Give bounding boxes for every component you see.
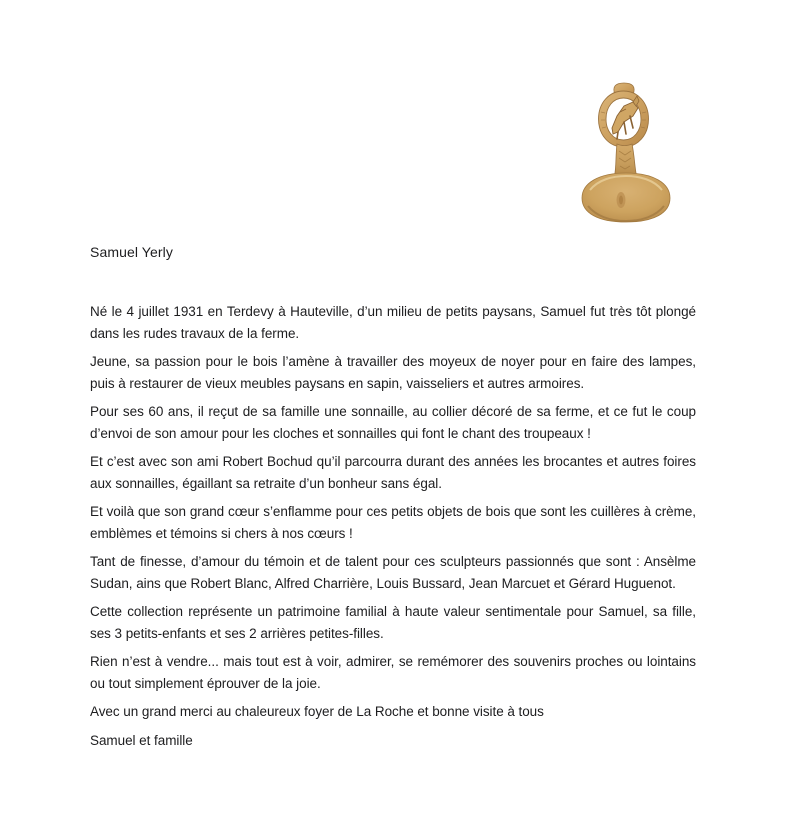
carved-wooden-spoon-image (578, 82, 673, 224)
spoon-handle (615, 144, 637, 176)
body-text (90, 301, 696, 751)
paragraph: Rien n’est à vendre... mais tout est à voir, admirer, se remémorer des souvenirs proches ou lointains ou tout simplement éprouver de la joie. (90, 654, 696, 691)
signature: Samuel et famille (90, 732, 193, 748)
author-name: Samuel Yerly (90, 244, 173, 260)
paragraph: Et voilà que son grand cœur s’enflamme pour ces petits objets de bois que sont les cuillères à crème, emblèmes et témoins si chers à nos cœurs ! (90, 504, 696, 541)
paragraph: Avec un grand merci au chaleureux foyer de La Roche et bonne visite à tous (90, 704, 544, 719)
paragraph: Cette collection représente un patrimoine familial à haute valeur sentimentale pour Samuel, sa fille, ses 3 petits-enfants et ses 2 arrières petites-filles. (90, 604, 696, 641)
paragraph: Né le 4 juillet 1931 en Terdevy à Hauteville, d’un milieu de petits paysans, Samuel fut très tôt plongé dans les rudes travaux de la ferme. (90, 304, 696, 341)
paragraph: Jeune, sa passion pour le bois l’amène à travailler des moyeux de noyer pour en faire des lampes, puis à restaurer de vieux meubles paysans en sapin, vaisseliers et autres armoires. (90, 354, 696, 391)
paragraph: Et c’est avec son ami Robert Bochud qu’il parcourra durant des années les brocantes et autres foires aux sonnailles, égaillant sa retraite d’un bonheur sans égal. (90, 454, 696, 491)
carved-animal-figure (612, 96, 639, 139)
spoon-svg (578, 82, 673, 224)
bowl-wood-knot-center (619, 196, 623, 205)
paragraph: Pour ses 60 ans, il reçut de sa famille une sonnaille, au collier décoré de sa ferme, et ce fut le coup d’envoi de son amour pour les cloches et sonnailles qui font le chant des troupeaux ! (90, 404, 696, 441)
spoon-bowl (582, 173, 670, 222)
paragraph: Tant de finesse, d’amour du témoin et de talent pour ces sculpteurs passionnés que sont : Ansèlme Sudan, ains que Robert Blanc, Alfred Charrière, Louis Bussard, Jean Marcuet et Gérard Huguenot. (90, 554, 696, 591)
